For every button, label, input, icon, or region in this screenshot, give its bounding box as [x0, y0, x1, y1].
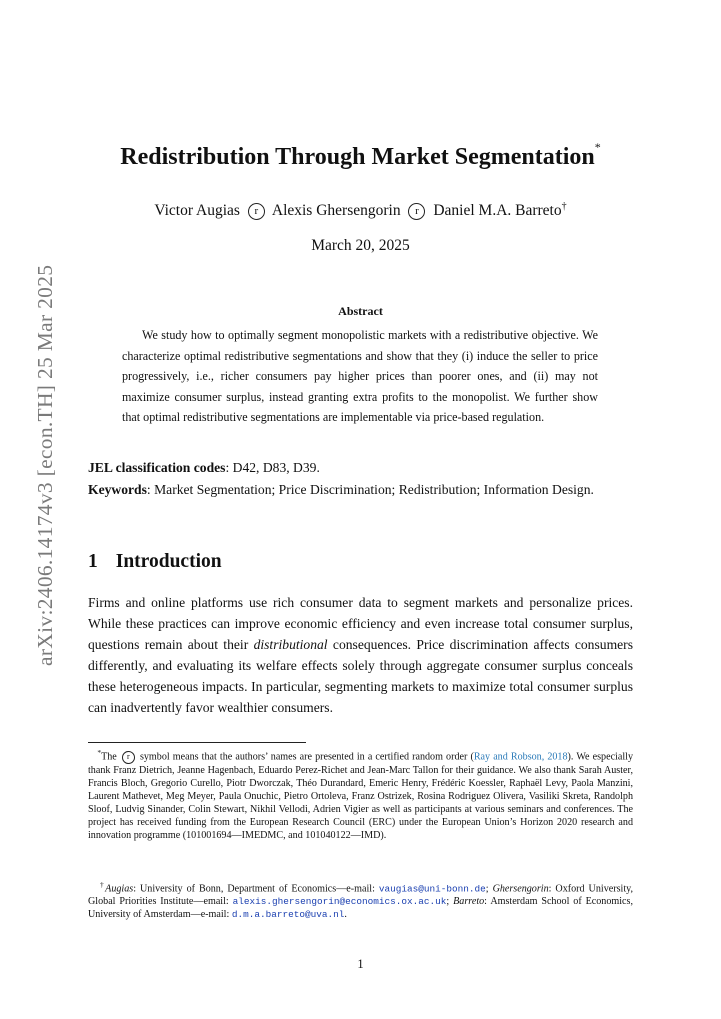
footnote-text: . — [344, 909, 347, 921]
intro-emphasis: distributional — [253, 637, 328, 652]
footnote-text: ; — [446, 896, 454, 908]
footnote-text: ; — [485, 883, 493, 895]
random-order-icon: r — [122, 751, 135, 764]
keywords-values: : Market Segmentation; Price Discrimination; Redistribution; Information Design. — [146, 482, 594, 497]
footnote-divider — [88, 742, 306, 743]
section-number: 1 — [88, 551, 98, 572]
footnote-text: symbol means that the authors’ names are presented in a certified random order ( — [136, 751, 474, 763]
footnote-text: : Amsterdam School of Economics, University of Amsterdam—e-mail: — [88, 896, 633, 921]
jel-values: : D42, D83, D39. — [225, 460, 320, 475]
keywords-label: Keywords — [88, 482, 147, 497]
footnote-affiliations — [88, 878, 633, 921]
email-link-augias[interactable]: vaugias@uni-bonn.de — [378, 883, 486, 895]
footnote-mark: * — [97, 748, 102, 757]
intro-text-2: consequences. Price discrimination affects consumers differently, and evaluating its welfare effects solely through aggregate consumer surplus conceals these heterogeneous impacts. In particular, segmenting markets to maximize total consumer surplus can inadvertently favor wealthier consumers. — [88, 637, 633, 715]
citation-link-ray-robson[interactable]: Ray and Robson, 2018 — [473, 751, 568, 763]
intro-text-1: Firms and online platforms use rich consumer data to segment markets and personalize prices. While these practices can improve economic efficiency and even increase total consumer surplus, questions remain about their — [88, 595, 633, 652]
footnote-text: : Oxford University, Global Priorities Institute—email: — [88, 883, 634, 908]
footnote-text: ). We especially thank Franz Dietrich, Jeanne Hagenbach, Eduardo Perez-Richet and Jean-Marc Tallon for their guidance. We also thank Sarah Auster, Francis Bloch, Gregorio Curello, Piotr Dworczak, Théo Durandard, Emeric Henry, Frédéric Koessler, Raphaël Levy, Paola Manzini, Laurent Mathevet, Meg Meyer, Paula Onuchic, Pietro Ortoleva, Franz Ostrizek, Rosina Rodriguez Olivera, Vasiliki Skreta, Randolph Sloof, Ludvig Sinander, Colin Stewart, Nikhil Vellodi, Adrien Vigier as well as participants at various seminars and conferences. The project has received funding from the European Research Council (ERC) under the European Union’s Horizon 2020 research and innovation programme (101001694—IMEDMC, and 101040122—IMD). — [88, 751, 633, 842]
random-order-icon: r — [248, 203, 265, 220]
introduction-paragraph — [88, 592, 633, 718]
author-augias: Victor Augias — [154, 202, 240, 220]
paper-title — [0, 140, 721, 171]
random-order-icon: r — [408, 203, 425, 220]
email-link-barreto[interactable]: d.m.a.barreto@uva.nl — [231, 909, 345, 921]
paper-date: March 20, 2025 — [311, 237, 410, 254]
section-heading-introduction — [88, 551, 222, 573]
affiliation-name: Ghersengorin — [492, 883, 549, 895]
author-list — [0, 201, 721, 220]
footnote-mark: † — [99, 880, 106, 889]
paper-title-text: Redistribution Through Market Segmentation — [120, 144, 595, 170]
section-title: Introduction — [115, 551, 222, 572]
email-link-ghersengorin[interactable]: alexis.ghersengorin@economics.ox.ac.uk — [232, 896, 447, 908]
page-number: 1 — [357, 957, 364, 971]
footnote-acknowledgements — [88, 746, 633, 842]
jel-codes — [88, 457, 633, 478]
affiliation-name: Barreto — [453, 896, 485, 908]
arxiv-identifier-stamp: arXiv:2406.14174v3 [econ.TH] 25 Mar 2025 — [33, 264, 57, 666]
keywords — [88, 479, 633, 500]
footnote-text: : University of Bonn, Department of Economics—e-mail: — [133, 883, 379, 895]
author-ghersengorin: Alexis Ghersengorin — [271, 202, 401, 220]
jel-label: JEL classification codes — [88, 460, 226, 475]
abstract-body: We study how to optimally segment monopolistic markets with a redistributive objective. We characterize optimal redistributive segmentations and show that they (i) induce the seller to price progressively, i.e., richer consumers pay higher prices than poorer ones, and (ii) may not maximize consumer surplus, instead granting extra profits to the monopolist. We further show that optimal redistributive segmentations are implementable via price-based regulation. — [122, 328, 598, 424]
footnote-text: The — [101, 751, 120, 763]
affiliation-name: Augias — [105, 883, 134, 895]
author-barreto: Daniel M.A. Barreto — [433, 202, 562, 220]
title-footnote-mark[interactable]: * — [594, 140, 601, 154]
author-footnote-mark[interactable]: † — [561, 201, 567, 212]
abstract-heading: Abstract — [338, 304, 383, 318]
